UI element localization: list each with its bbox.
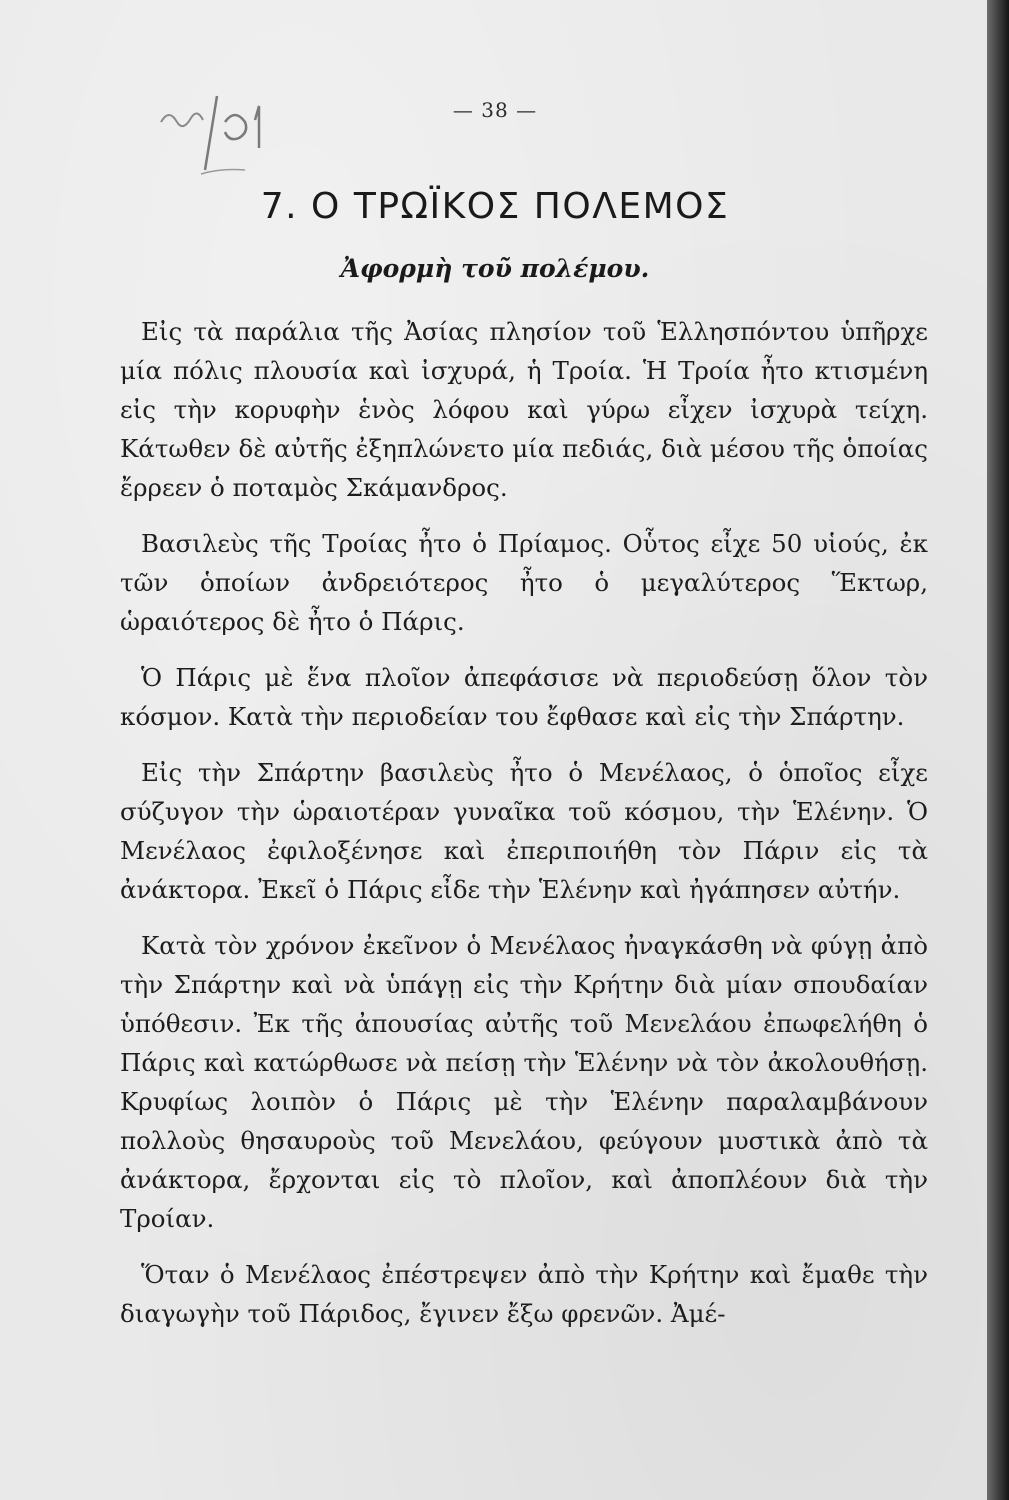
- page-edge-shadow: [987, 0, 1009, 1500]
- paragraph: Βασιλεὺς τῆς Τροίας ἦτο ὁ Πρίαμος. Οὗτος εἶχε 50 υἱούς, ἐκ τῶν ὁποίων ἀνδρειότερος ἦτο ὁ μεγαλύτερος Ἕκτωρ, ὡραιότερος δὲ ἦτο ὁ Πάρις.: [120, 529, 928, 636]
- paragraph: Κατὰ τὸν χρόνον ἐκεῖνον ὁ Μενέλαος ἠναγκάσθη νὰ φύγῃ ἀπὸ τὴν Σπάρτην καὶ νὰ ὑπάγῃ εἰς τὴν Κρήτην διὰ μίαν σπουδαίαν ὑπόθεσιν. Ἐκ τῆς ἀπουσίας αὐτῆς τοῦ Μενελάου ἐπωφελήθη ὁ Πάρις καὶ κατώρθωσε νὰ πείσῃ τὴν Ἑλένην νὰ τὸν ἀκολουθήσῃ. Κρυφίως λοιπὸν ὁ Πάρις μὲ τὴν Ἑλένην παραλαμβάνουν πολλοὺς θησαυροὺς τοῦ Μενελάου, φεύγουν μυστικὰ ἀπὸ τὰ ἀνάκτορα, ἔρχονται εἰς τὸ πλοῖον, καὶ ἀποπλέουν διὰ τὴν Τροίαν.: [120, 931, 928, 1233]
- chapter-title: 7. Ο ΤΡΩΪΚΟΣ ΠΟΛΕΜΟΣ: [260, 186, 730, 227]
- paragraph: Εἰς τὴν Σπάρτην βασιλεὺς ἦτο ὁ Μενέλαος, ὁ ὁποῖος εἶχε σύζυγον τὴν ὡραιοτέραν γυναῖκα τοῦ κόσμου, τὴν Ἑλένην. Ὁ Μενέλαος ἐφιλοξένησε καὶ ἐπεριποιήθη τὸν Πάριν εἰς τὰ ἀνάκτορα. Ἐκεῖ ὁ Πάρις εἶδε τὴν Ἑλένην καὶ ἠγάπησεν αὐτήν.: [120, 758, 928, 904]
- paragraph: Εἰς τὰ παράλια τῆς Ἀσίας πλησίον τοῦ Ἑλλησπόντου ὑπῆρχε μία πόλις πλουσία καὶ ἰσχυρά, ἡ Τροία. Ἡ Τροία ἦτο κτισμένη εἰς τὴν κορυφὴν ἑνὸς λόφου καὶ γύρω εἶχεν ἰσχυρὰ τείχη. Κάτωθεν δὲ αὐτῆς ἐξηπλώνετο μία πεδιάς, διὰ μέσου τῆς ὁποίας ἔρρεεν ὁ ποταμὸς Σκάμανδρος.: [120, 317, 928, 502]
- page-number: — 38 —: [452, 98, 538, 122]
- paragraph: Ὅταν ὁ Μενέλαος ἐπέστρεψεν ἀπὸ τὴν Κρήτην καὶ ἔμαθε τὴν διαγωγὴν τοῦ Πάριδος, ἔγινεν ἔξω φρενῶν. Ἀμέ-: [120, 1260, 928, 1328]
- body-text: [120, 312, 928, 1350]
- paragraph: Ὁ Πάρις μὲ ἕνα πλοῖον ἀπεφάσισε νὰ περιοδεύσῃ ὅλον τὸν κόσμον. Κατὰ τὴν περιοδείαν του ἔφθασε καὶ εἰς τὴν Σπάρτην.: [120, 663, 928, 731]
- section-subtitle: Ἀφορμὴ τοῦ πολέμου.: [340, 254, 650, 283]
